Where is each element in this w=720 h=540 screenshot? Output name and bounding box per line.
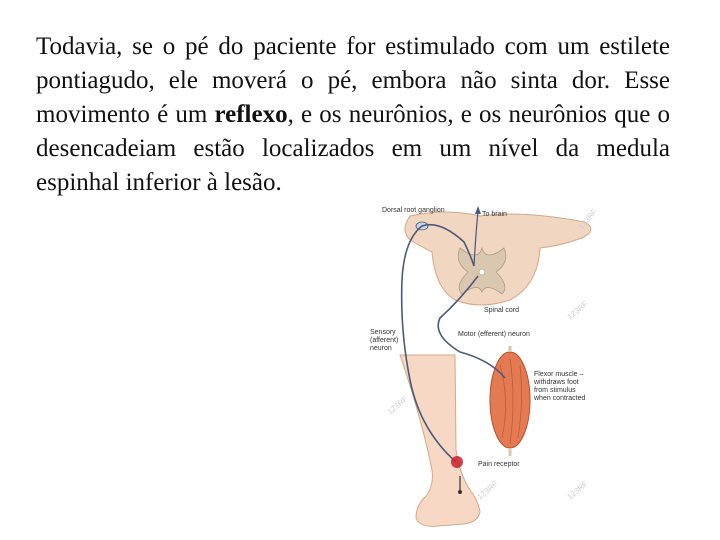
pain-receptor-dot (451, 456, 463, 468)
paragraph-text-start: Todavia, se o pé do paciente for estimulado com um estilete pontiagudo, ele moverá o pé, embora não sinta dor. Esse movimento é um (36, 33, 670, 128)
label-sensory-2: (afferent) (370, 337, 399, 344)
label-dorsal-root-ganglion: Dorsal root ganglion (382, 207, 445, 214)
reflex-arc-svg (360, 200, 610, 540)
label-sensory-1: Sensory (370, 329, 396, 336)
slide-paragraph (36, 30, 670, 200)
watermark-3: 123RF (385, 394, 410, 417)
label-flexor-2: withdraws foot (534, 379, 579, 386)
label-flexor-3: from stimulus (534, 387, 576, 394)
label-spinal-cord: Spinal cord (484, 307, 520, 314)
watermark-5: 123RF (565, 479, 590, 502)
label-sensory-3: neuron (370, 345, 392, 352)
label-pain-receptor: Pain receptor (478, 461, 520, 468)
label-to-brain: To brain (482, 211, 507, 218)
leg-shape (400, 355, 480, 526)
label-flexor-1: Flexor muscle – (534, 371, 584, 378)
flexor-muscle (490, 352, 530, 448)
label-motor-neuron: Motor (efferent) neuron (458, 331, 530, 338)
paragraph-bold-term: reflexo (214, 101, 288, 128)
reflex-arc-diagram (360, 200, 610, 540)
watermark-2: 123RF (565, 299, 590, 322)
watermark-1: 123RF (576, 207, 599, 232)
paragraph-text-end: , e os neurônios, e os neurônios que o desencadeiam estão localizados em um nível da medula espinhal inferior à lesão. (36, 101, 670, 196)
label-flexor-4: when contracted (534, 395, 586, 402)
watermark-4: 123RF (475, 479, 500, 502)
